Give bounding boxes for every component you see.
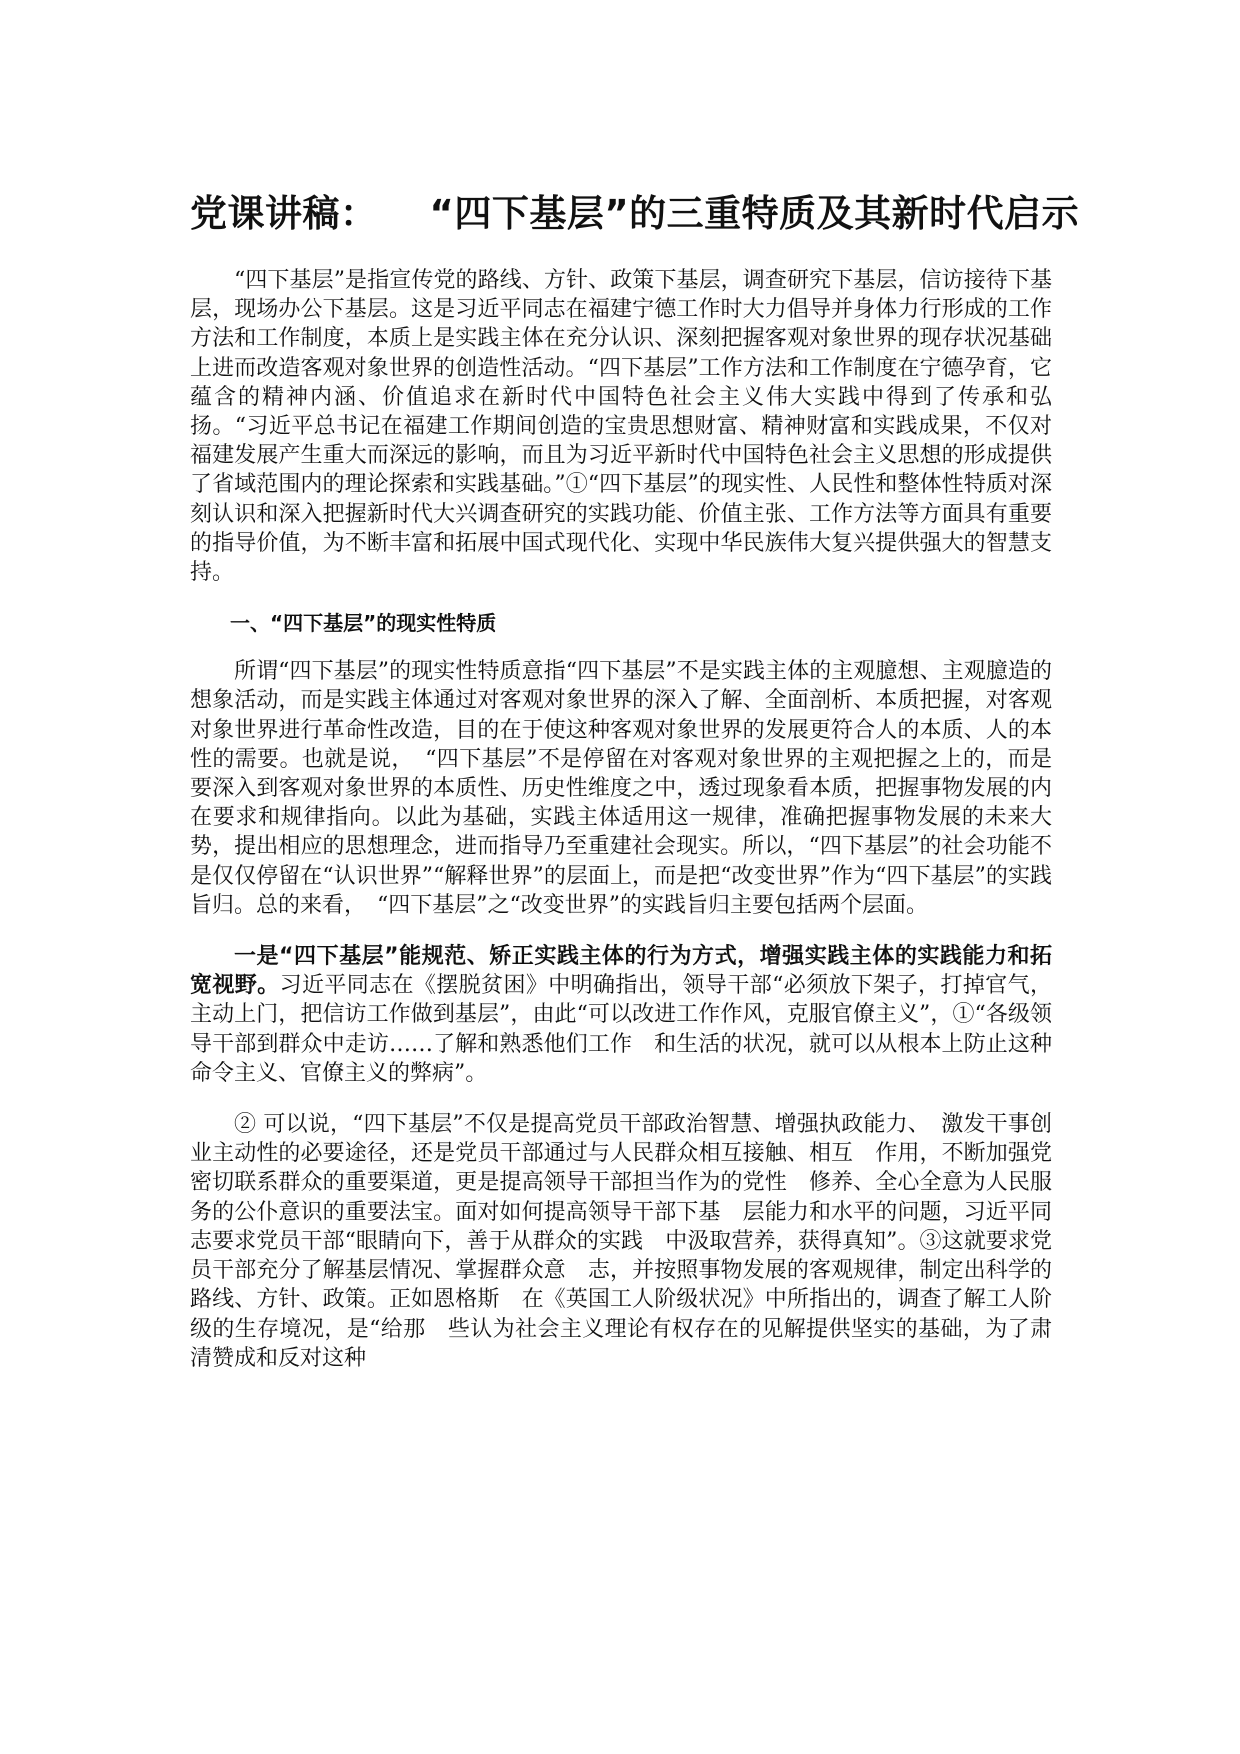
point-1-continued-paragraph: ② 可以说，“四下基层”不仅是提高党员干部政治智慧、增强执政能力、 激发干事创业主动性的必要途径，还是党员干部通过与人民群众相互接触、相互 作用，不断加强党密切联系群众的重要渠道，更是提高领导干部担当作为的党性 修养、全心全意为人民服务的公仆意识的重要法宝。面对如何提高领导干部下基 层能力和水平的问题，习近平同志要求党员干部“眼睛向下，善于从群众的实践 中汲取营养，获得真知”。③这就要求党员干部充分了解基层情况、掌握群众意 志，并按照事物发展的客观规律，制定出科学的路线、方针、政策。正如恩格斯 在《英国工人阶级状况》中所指出的，调查了解工人阶级的生存境况，是“给那 些认为社会主义理论有权存在的见解提供坚实的基础，为了肃清赞成和反对这种 xyxy=(190,1112,1052,1371)
title-main: “四下基层”的三重特质及其新时代启示 xyxy=(429,192,1080,235)
point-1-lead: 一是“四下基层”能规范、矫正实践主体的行为方式，增强实践主体的实践能力和拓宽视野。 xyxy=(190,944,1052,999)
section-1-heading: 一、“四下基层”的现实性特质 xyxy=(230,611,497,636)
document-title xyxy=(190,190,1080,238)
title-prefix: 党课讲稿： xyxy=(190,192,378,235)
document-page xyxy=(190,190,1080,1373)
section-1-paragraph: 所谓“四下基层”的现实性特质意指“四下基层”不是实践主体的主观臆想、主观臆造的想象活动，而是实践主体通过对客观对象世界的深入了解、全面剖析、本质把握，对客观对象世界进行革命性改造，目的在于使这种客观对象世界的发展更符合人的本质、人的本性的需要。也就是说， “四下基层”不是停留在对客观对象世界的主观把握之上的，而是要深入到客观对象世界的本质性、历史性维度之中，透过现象看本质，把握事物发展的内在要求和规律指向。以此为基础，实践主体适用这一规律，准确把握事物发展的未来大势，提出相应的思想理念，进而指导乃至重建社会现实。所以，“四下基层”的社会功能不是仅仅停留在“认识世界”“解释世界”的层面上，而是把“改变世界”作为“四下基层”的实践旨归。总的来看， “四下基层”之“改变世界”的实践旨归主要包括两个层面。 xyxy=(190,659,1052,918)
point-1-paragraph xyxy=(190,942,1052,1088)
point-1-text: 习近平同志在《摆脱贫困》中明确指出，领导干部“必须放下架子，打掉官气，主动上门，把信访工作做到基层”，由此“可以改进工作作风，克服官僚主义”，①“各级领导干部到群众中走访……了解和熟悉他们工作 和生活的状况，就可以从根本上防止这种命令主义、官僚主义的弊病”。 xyxy=(190,973,1052,1086)
intro-paragraph: “四下基层”是指宣传党的路线、方针、政策下基层，调查研究下基层，信访接待下基层，现场办公下基层。这是习近平同志在福建宁德工作时大力倡导并身体力行形成的工作方法和工作制度，本质上是实践主体在充分认识、深刻把握客观对象世界的现存状况基础上进而改造客观对象世界的创造性活动。“四下基层”工作方法和工作制度在宁德孕育，它蕴含的精神内涵、价值追求在新时代中国特色社会主义伟大实践中得到了传承和弘扬。“习近平总书记在福建工作期间创造的宝贵思想财富、精神财富和实践成果，不仅对福建发展产生重大而深远的影响，而且为习近平新时代中国特色社会主义思想的形成提供了省域范围内的理论探索和实践基础。”①“四下基层”的现实性、人民性和整体性特质对深刻认识和深入把握新时代大兴调查研究的实践功能、价值主张、工作方法等方面具有重要的指导价值，为不断丰富和拓展中国式现代化、实现中华民族伟大复兴提供强大的智慧支持。 xyxy=(190,268,1052,586)
